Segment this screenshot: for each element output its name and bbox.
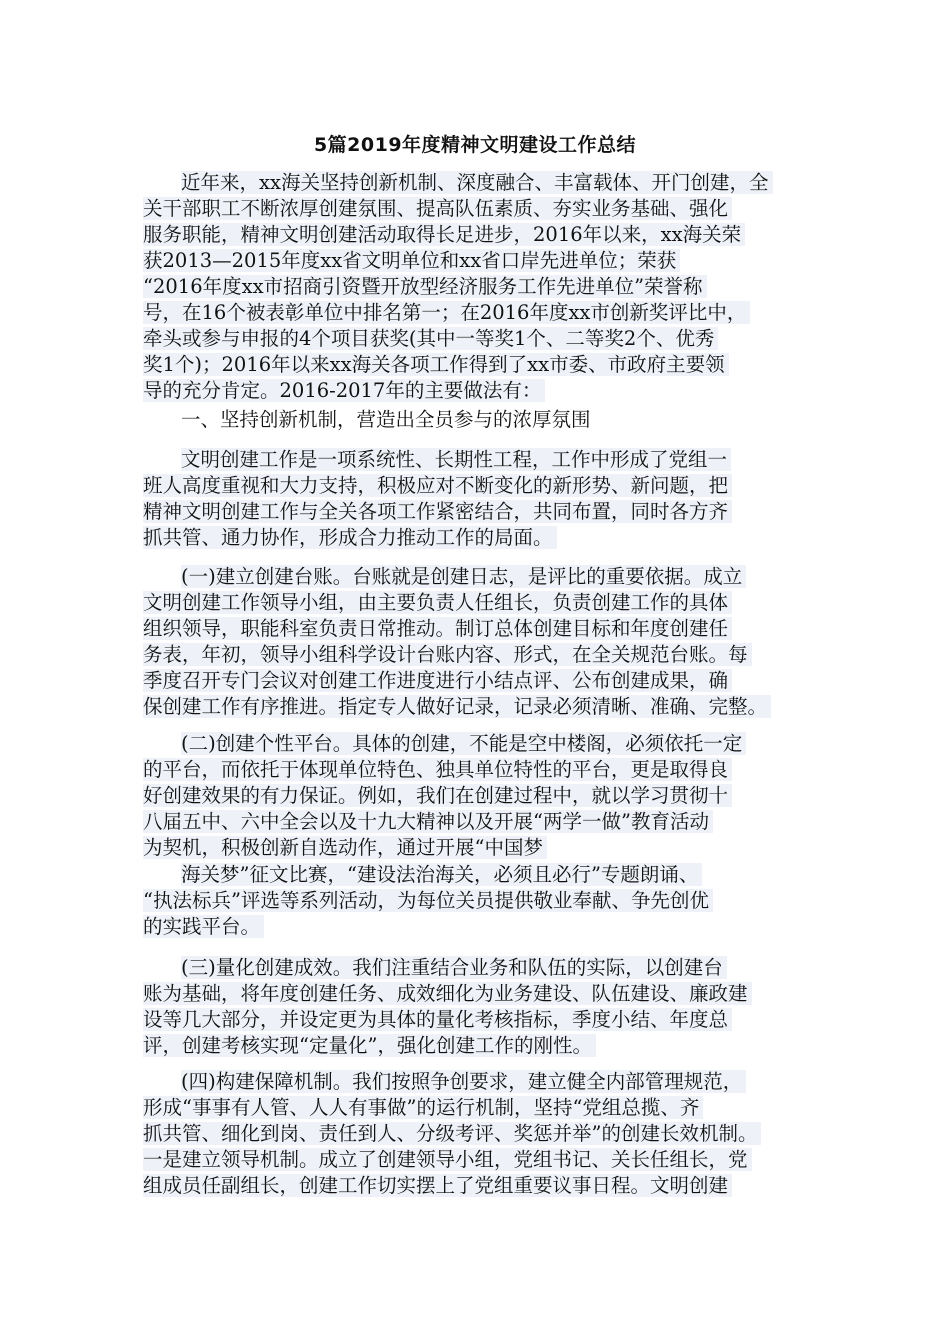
paragraph-platform-continued [143,862,833,940]
paragraph-line: 导的充分肯定。2016-2017年的主要做法有： [143,378,833,404]
paragraph-line: 牵头或参与申报的4个项目获奖(其中一等奖1个、二等奖2个、优秀 [143,326,833,352]
paragraph-line: (三)量化创建成效。我们注重结合业务和队伍的实际，以创建台 [143,955,833,981]
paragraph-line: 一、坚持创新机制，营造出全员参与的浓厚氛围 [181,408,591,431]
paragraph-line: 设等几大部分，并设定更为具体的量化考核指标，季度小结、年度总 [143,1007,833,1033]
paragraph-line: (二)创建个性平台。具体的创建，不能是空中楼阁，必须依托一定 [143,731,833,757]
paragraph-line: 务表，年初，领导小组科学设计台账内容、形式，在全关规范台账。每 [143,642,833,668]
paragraph-line: 形成“事事有人管、人人有事做”的运行机制，坚持“党组总揽、齐 [143,1095,833,1121]
paragraph-line: 文明创建工作是一项系统性、长期性工程，工作中形成了党组一 [143,447,833,473]
paragraph-line: 服务职能，精神文明创建活动取得长足进步，2016年以来，xx海关荣 [143,222,833,248]
paragraph-intro [143,170,833,404]
paragraph-line: 的平台，而依托于体现单位特色、独具单位特性的平台，更是取得良 [143,757,833,783]
paragraph-line: 抓共管、细化到岗、责任到人、分级考评、奖惩并举”的创建长效机制。 [143,1121,833,1147]
paragraph-overview [143,447,833,551]
paragraph-line: 关干部职工不断浓厚创建氛围、提高队伍素质、夯实业务基础、强化 [143,196,833,222]
paragraph-line: 账为基础，将年度创建任务、成效细化为业务建设、队伍建设、廉政建 [143,981,833,1007]
paragraph-line: 文明创建工作领导小组，由主要负责人任组长，负责创建工作的具体 [143,590,833,616]
paragraph-line: 班人高度重视和大力支持，积极应对不断变化的新形势、新问题，把 [143,473,833,499]
paragraph-line: 近年来，xx海关坚持创新机制、深度融合、丰富载体、开门创建，全 [143,170,833,196]
paragraph-line: (一)建立创建台账。台账就是创建日志，是评比的重要依据。成立 [143,564,833,590]
paragraph-line: 评，创建考核实现“定量化”，强化创建工作的刚性。 [143,1033,833,1059]
paragraph-line: 为契机，积极创新自选动作，通过开展“中国梦 [143,835,833,861]
paragraph-line: 八届五中、六中全会以及十九大精神以及开展“两学一做”教育活动 [143,809,833,835]
paragraph-line: 好创建效果的有力保证。例如，我们在创建过程中，就以学习贯彻十 [143,783,833,809]
paragraph-platform [143,731,833,861]
paragraph-line: 抓共管、通力协作，形成合力推动工作的局面。 [143,525,833,551]
paragraph-line: 精神文明创建工作与全关各项工作紧密结合，共同布置，同时各方齐 [143,499,833,525]
paragraph-line: “执法标兵”评选等系列活动，为每位关员提供敬业奉献、争先创优 [143,888,833,914]
paragraph-line: (四)构建保障机制。我们按照争创要求，建立健全内部管理规范， [143,1069,833,1095]
paragraph-line: 保创建工作有序推进。指定专人做好记录，记录必须清晰、准确、完整。 [143,694,833,720]
paragraph-quantify [143,955,833,1059]
section-heading [143,407,833,433]
paragraph-line: 组成员任副组长，创建工作切实摆上了党组重要议事日程。文明创建 [143,1173,833,1199]
paragraph-line: 号，在16个被表彰单位中排名第一；在2016年度xx市创新奖评比中， [143,300,833,326]
paragraph-line: 奖1个)；2016年以来xx海关各项工作得到了xx市委、市政府主要领 [143,352,833,378]
paragraph-line: 的实践平台。 [143,914,833,940]
paragraph-ledger [143,564,833,720]
document-title: 5篇2019年度精神文明建设工作总结 [313,134,637,156]
paragraph-line: 季度召开专门会议对创建工作进度进行小结点评、公布创建成果，确 [143,668,833,694]
paragraph-line: 海关梦”征文比赛，“建设法治海关，必须且必行”专题朗诵、 [143,862,833,888]
paragraph-line: 获2013—2015年度xx省文明单位和xx省口岸先进单位；荣获 [143,248,833,274]
paragraph-line: 一是建立领导机制。成立了创建领导小组，党组书记、关长任组长，党 [143,1147,833,1173]
paragraph-mechanism [143,1069,833,1199]
paragraph-line: 组织领导，职能科室负责日常推动。制订总体创建目标和年度创建任 [143,616,833,642]
paragraph-line: “2016年度xx市招商引资暨开放型经济服务工作先进单位”荣誉称 [143,274,833,300]
